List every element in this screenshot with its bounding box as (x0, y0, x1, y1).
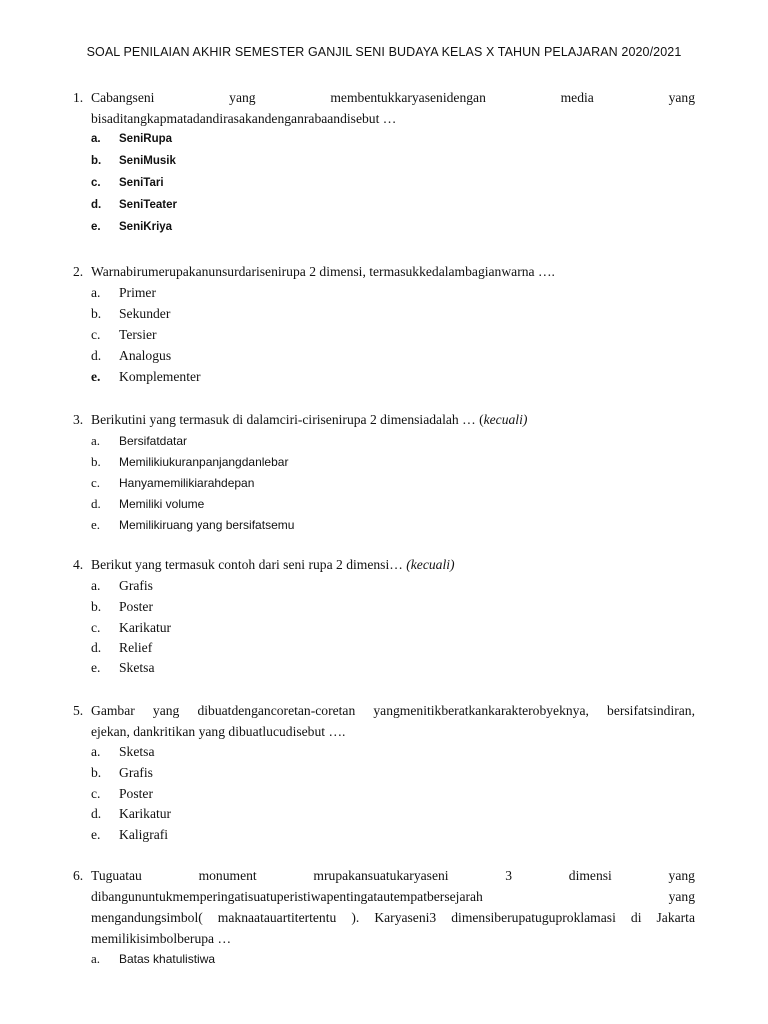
option-5d[interactable]: d. Karikatur (91, 806, 172, 821)
question-6-line-1: 6. Tuguatau monument mrupakansuatukaryaseni 3 dimensi yang (73, 865, 695, 886)
question-4-line-1: 4. Berikut yang termasuk contoh dari seni rupa 2 dimensi… (kecuali) (73, 554, 695, 575)
question-number: 2. (73, 264, 84, 279)
option-5e[interactable]: e. Kaligrafi (91, 827, 169, 842)
option-2e[interactable]: e. Komplementer (91, 369, 201, 384)
question-5-line-1: 5. Gambar yang dibuatdengancoretan-coretan yangmenitikberatkankarakterobyeknya, bersifatsindiran, (73, 700, 695, 721)
option-6a[interactable]: a. Batas khatulistiwa (91, 951, 216, 966)
option-4c[interactable]: c. Karikatur (91, 620, 172, 635)
question-6 (73, 865, 695, 949)
question-5 (73, 700, 695, 742)
option-1a[interactable]: a. SeniRupa (91, 133, 173, 145)
option-3d[interactable]: d. Memiliki volume (91, 496, 205, 511)
option-3b[interactable]: b. Memilikiukuranpanjangdanlebar (91, 454, 289, 469)
question-number: 4. (73, 557, 84, 572)
question-3 (73, 409, 695, 430)
option-1e[interactable]: e. SeniKriya (91, 221, 173, 233)
option-1b[interactable]: b. SeniMusik (91, 155, 176, 167)
question-1-line-1: 1. Cabangseni yang membentukkaryasenidengan media yang (73, 87, 695, 108)
option-3e[interactable]: e. Memilikiruang yang bersifatsemu (91, 517, 295, 532)
question-number: 5. (73, 703, 84, 718)
question-1 (73, 87, 695, 129)
question-6-line-3: mengandungsimbol( maknaatauartitertentu ). Karyaseni3 dimensiberupatuguproklamasi di Jakarta (91, 910, 695, 925)
question-1-line-2: bisaditangkapmatadandirasakandenganrabaandisebut … (91, 111, 397, 126)
option-1c[interactable]: c. SeniTari (91, 177, 164, 189)
option-4e[interactable]: e. Sketsa (91, 660, 155, 675)
option-2b[interactable]: b. Sekunder (91, 306, 171, 321)
option-4a[interactable]: a. Grafis (91, 578, 153, 593)
option-5c[interactable]: c. Poster (91, 786, 153, 801)
question-2-line-1: 2. Warnabirumerupakanunsurdarisenirupa 2 dimensi, termasukkedalambagianwarna …. (73, 261, 695, 282)
question-number: 3. (73, 412, 84, 427)
question-6-line-2: dibangununtukmemperingatisuatuperistiwapentingatautempatbersejarah yang (91, 889, 695, 904)
option-3a[interactable]: a. Bersifatdatar (91, 433, 188, 448)
question-3-line-1: 3. Berikutini yang termasuk di dalamciri-cirisenirupa 2 dimensiadalah … ( kecuali) (73, 409, 695, 430)
option-4d[interactable]: d. Relief (91, 640, 153, 655)
question-number: 1. (73, 90, 84, 105)
option-2d[interactable]: d. Analogus (91, 348, 172, 363)
option-5a[interactable]: a. Sketsa (91, 744, 155, 759)
page-title: SOAL PENILAIAN AKHIR SEMESTER GANJIL SENI BUDAYA KELAS X TAHUN PELAJARAN 2020/2021 (86, 45, 682, 59)
option-2a[interactable]: a. Primer (91, 285, 156, 300)
question-5-line-2: ejekan, dankritikan yang dibuatlucudisebut …. (91, 724, 346, 739)
question-2 (73, 261, 695, 282)
option-5b[interactable]: b. Grafis (91, 765, 153, 780)
question-number: 6. (73, 868, 84, 883)
option-1d[interactable]: d. SeniTeater (91, 199, 177, 211)
question-4 (73, 554, 695, 575)
option-4b[interactable]: b. Poster (91, 599, 153, 614)
question-6-line-4: memilikisimbolberupa … (91, 931, 232, 946)
option-2c[interactable]: c. Tersier (91, 327, 157, 342)
option-3c[interactable]: c. Hanyamemilikiarahdepan (91, 475, 255, 490)
